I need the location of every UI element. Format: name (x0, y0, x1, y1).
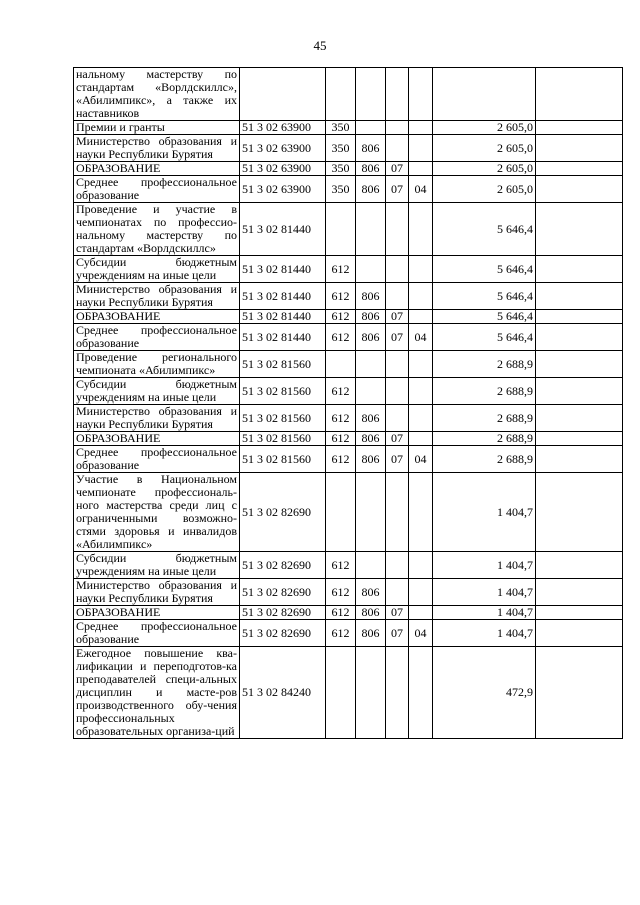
cell-name: ОБРАЗОВАНИЕ (74, 606, 240, 620)
cell-extra (536, 310, 623, 324)
cell-section (386, 351, 409, 378)
cell-section: 07 (386, 162, 409, 176)
cell-target-article: 51 3 02 81560 (240, 405, 326, 432)
cell-expense-type: 612 (326, 324, 356, 351)
cell-extra (536, 203, 623, 256)
cell-subsection (409, 351, 433, 378)
cell-extra (536, 324, 623, 351)
cell-target-article: 51 3 02 82690 (240, 473, 326, 552)
cell-extra (536, 135, 623, 162)
cell-amount: 2 688,9 (433, 351, 536, 378)
cell-target-article: 51 3 02 82690 (240, 620, 326, 647)
cell-grbs (356, 473, 386, 552)
cell-extra (536, 121, 623, 135)
cell-subsection (409, 256, 433, 283)
cell-target-article: 51 3 02 81560 (240, 446, 326, 473)
cell-target-article: 51 3 02 81440 (240, 324, 326, 351)
cell-expense-type (326, 473, 356, 552)
cell-subsection (409, 405, 433, 432)
cell-expense-type: 612 (326, 283, 356, 310)
cell-amount: 5 646,4 (433, 203, 536, 256)
table-row (74, 378, 623, 405)
cell-extra (536, 446, 623, 473)
cell-name: Премии и гранты (74, 121, 240, 135)
cell-grbs: 806 (356, 176, 386, 203)
cell-section: 07 (386, 310, 409, 324)
cell-grbs: 806 (356, 446, 386, 473)
cell-section: 07 (386, 606, 409, 620)
table-row (74, 473, 623, 552)
cell-subsection (409, 68, 433, 121)
cell-expense-type: 612 (326, 405, 356, 432)
cell-target-article: 51 3 02 82690 (240, 552, 326, 579)
cell-name: ОБРАЗОВАНИЕ (74, 432, 240, 446)
cell-subsection (409, 162, 433, 176)
cell-extra (536, 176, 623, 203)
table-row (74, 135, 623, 162)
budget-table (73, 67, 623, 739)
cell-amount: 2 605,0 (433, 135, 536, 162)
cell-extra (536, 552, 623, 579)
cell-extra (536, 473, 623, 552)
cell-target-article: 51 3 02 81440 (240, 256, 326, 283)
cell-name: Ежегодное повышение ква-лификации и переподготов-ка преподавателей специ-альных дисциплин и масте-ров производственного обу-чения профессиональных образовательных организа-ций (74, 647, 240, 739)
cell-section (386, 405, 409, 432)
cell-expense-type (326, 351, 356, 378)
cell-subsection (409, 579, 433, 606)
cell-target-article: 51 3 02 81440 (240, 283, 326, 310)
table-row (74, 176, 623, 203)
cell-extra (536, 256, 623, 283)
table-row (74, 121, 623, 135)
cell-extra (536, 378, 623, 405)
cell-expense-type (326, 647, 356, 739)
cell-amount: 2 605,0 (433, 162, 536, 176)
cell-subsection (409, 647, 433, 739)
cell-subsection (409, 310, 433, 324)
table-row (74, 351, 623, 378)
cell-grbs: 806 (356, 620, 386, 647)
cell-amount: 5 646,4 (433, 283, 536, 310)
cell-subsection: 04 (409, 446, 433, 473)
cell-expense-type: 350 (326, 135, 356, 162)
cell-extra (536, 405, 623, 432)
cell-section (386, 283, 409, 310)
table-row (74, 324, 623, 351)
table-row (74, 432, 623, 446)
cell-extra (536, 647, 623, 739)
cell-expense-type: 350 (326, 121, 356, 135)
table-row (74, 256, 623, 283)
cell-amount: 2 605,0 (433, 176, 536, 203)
cell-name: Среднее профессиональное образование (74, 620, 240, 647)
cell-name: Министерство образования и науки Республики Бурятия (74, 405, 240, 432)
cell-name: ОБРАЗОВАНИЕ (74, 310, 240, 324)
cell-amount: 2 688,9 (433, 432, 536, 446)
cell-grbs (356, 351, 386, 378)
cell-extra (536, 68, 623, 121)
cell-amount: 5 646,4 (433, 324, 536, 351)
cell-grbs: 806 (356, 579, 386, 606)
cell-grbs (356, 378, 386, 405)
cell-grbs (356, 552, 386, 579)
cell-section: 07 (386, 176, 409, 203)
cell-expense-type (326, 203, 356, 256)
cell-expense-type: 612 (326, 579, 356, 606)
cell-extra (536, 432, 623, 446)
cell-amount: 2 688,9 (433, 405, 536, 432)
cell-section (386, 68, 409, 121)
cell-grbs: 806 (356, 432, 386, 446)
cell-name: ОБРАЗОВАНИЕ (74, 162, 240, 176)
cell-section (386, 121, 409, 135)
cell-subsection (409, 473, 433, 552)
table-row (74, 620, 623, 647)
cell-expense-type: 612 (326, 378, 356, 405)
cell-expense-type: 612 (326, 552, 356, 579)
cell-name: Среднее профессиональное образование (74, 324, 240, 351)
cell-grbs: 806 (356, 135, 386, 162)
cell-name: Проведение и участие в чемпионатах по профессио-нальному мастерству по стандартам «Ворлдскиллс» (74, 203, 240, 256)
cell-subsection: 04 (409, 324, 433, 351)
cell-amount: 5 646,4 (433, 256, 536, 283)
cell-grbs: 806 (356, 606, 386, 620)
table-row (74, 579, 623, 606)
cell-target-article: 51 3 02 81560 (240, 351, 326, 378)
cell-amount: 1 404,7 (433, 606, 536, 620)
cell-section (386, 552, 409, 579)
cell-subsection (409, 378, 433, 405)
cell-subsection (409, 606, 433, 620)
cell-expense-type: 612 (326, 446, 356, 473)
cell-section (386, 135, 409, 162)
cell-name: Среднее профессиональное образование (74, 176, 240, 203)
cell-subsection: 04 (409, 176, 433, 203)
cell-grbs (356, 647, 386, 739)
cell-target-article: 51 3 02 63900 (240, 162, 326, 176)
cell-amount: 472,9 (433, 647, 536, 739)
cell-expense-type: 612 (326, 256, 356, 283)
cell-section (386, 473, 409, 552)
cell-target-article: 51 3 02 63900 (240, 121, 326, 135)
cell-grbs: 806 (356, 405, 386, 432)
cell-amount: 2 688,9 (433, 378, 536, 405)
cell-subsection (409, 552, 433, 579)
table-row (74, 203, 623, 256)
cell-subsection (409, 283, 433, 310)
cell-grbs (356, 121, 386, 135)
cell-target-article: 51 3 02 81560 (240, 432, 326, 446)
cell-target-article: 51 3 02 81440 (240, 203, 326, 256)
cell-expense-type: 612 (326, 620, 356, 647)
cell-name: Министерство образования и науки Республики Бурятия (74, 283, 240, 310)
cell-section (386, 203, 409, 256)
cell-target-article: 51 3 02 81440 (240, 310, 326, 324)
cell-amount: 5 646,4 (433, 310, 536, 324)
cell-expense-type: 350 (326, 162, 356, 176)
cell-section (386, 378, 409, 405)
cell-section (386, 647, 409, 739)
cell-extra (536, 606, 623, 620)
cell-expense-type: 612 (326, 310, 356, 324)
cell-amount: 1 404,7 (433, 473, 536, 552)
table-row (74, 310, 623, 324)
cell-section (386, 256, 409, 283)
cell-section: 07 (386, 324, 409, 351)
cell-expense-type: 612 (326, 606, 356, 620)
cell-target-article: 51 3 02 63900 (240, 176, 326, 203)
cell-extra (536, 283, 623, 310)
cell-subsection (409, 432, 433, 446)
cell-grbs (356, 68, 386, 121)
cell-name: Субсидии бюджетным учреждениям на иные цели (74, 552, 240, 579)
cell-subsection (409, 121, 433, 135)
cell-target-article: 51 3 02 81560 (240, 378, 326, 405)
cell-grbs (356, 203, 386, 256)
cell-expense-type: 350 (326, 176, 356, 203)
cell-name: Субсидии бюджетным учреждениям на иные цели (74, 378, 240, 405)
cell-target-article: 51 3 02 63900 (240, 135, 326, 162)
page-number: 45 (313, 38, 327, 53)
table-row (74, 647, 623, 739)
cell-extra (536, 620, 623, 647)
cell-name: нальному мастерству по стандартам «Ворлдскиллс», «Абилимпикс», а также их наставников (74, 68, 240, 121)
table-row (74, 446, 623, 473)
cell-grbs: 806 (356, 310, 386, 324)
cell-amount (433, 68, 536, 121)
cell-amount: 2 605,0 (433, 121, 536, 135)
cell-name: Министерство образования и науки Республики Бурятия (74, 135, 240, 162)
cell-expense-type: 612 (326, 432, 356, 446)
table-row (74, 405, 623, 432)
cell-amount: 1 404,7 (433, 552, 536, 579)
cell-subsection: 04 (409, 620, 433, 647)
cell-section: 07 (386, 620, 409, 647)
table-row (74, 606, 623, 620)
cell-amount: 1 404,7 (433, 579, 536, 606)
cell-subsection (409, 135, 433, 162)
cell-grbs (356, 256, 386, 283)
cell-extra (536, 162, 623, 176)
table-row (74, 552, 623, 579)
cell-name: Проведение регионального чемпионата «Абилимпикс» (74, 351, 240, 378)
cell-extra (536, 579, 623, 606)
cell-grbs: 806 (356, 162, 386, 176)
cell-name: Участие в Национальном чемпионате профессиональ-ного мастерства среди лиц с ограниченными возможно-стями здоровья и инвалидов «Абилимпикс» (74, 473, 240, 552)
cell-section (386, 579, 409, 606)
cell-expense-type (326, 68, 356, 121)
cell-amount: 1 404,7 (433, 620, 536, 647)
cell-extra (536, 351, 623, 378)
cell-name: Среднее профессиональное образование (74, 446, 240, 473)
cell-section: 07 (386, 432, 409, 446)
cell-name: Субсидии бюджетным учреждениям на иные цели (74, 256, 240, 283)
cell-target-article (240, 68, 326, 121)
table-row (74, 162, 623, 176)
cell-target-article: 51 3 02 84240 (240, 647, 326, 739)
cell-name: Министерство образования и науки Республики Бурятия (74, 579, 240, 606)
cell-target-article: 51 3 02 82690 (240, 606, 326, 620)
cell-grbs: 806 (356, 324, 386, 351)
cell-grbs: 806 (356, 283, 386, 310)
table-row (74, 68, 623, 121)
cell-section: 07 (386, 446, 409, 473)
table-row (74, 283, 623, 310)
cell-amount: 2 688,9 (433, 446, 536, 473)
cell-subsection (409, 203, 433, 256)
cell-target-article: 51 3 02 82690 (240, 579, 326, 606)
